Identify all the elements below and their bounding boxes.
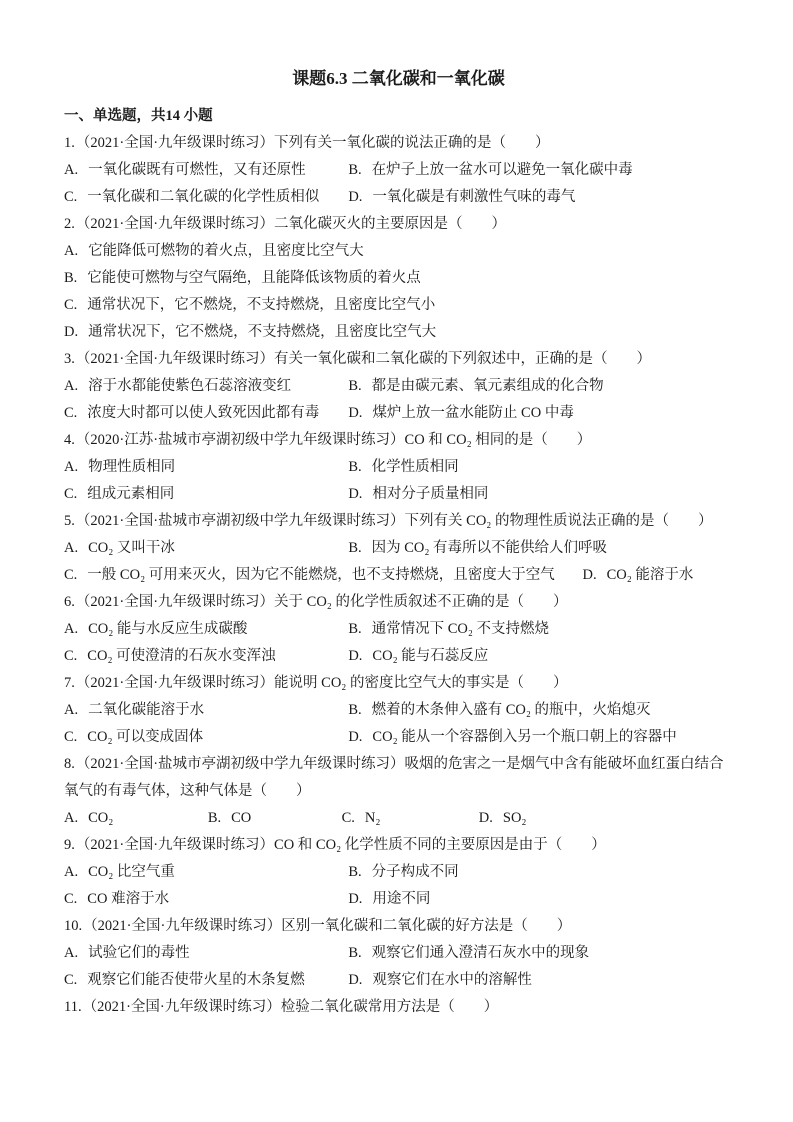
question-stem-text: （2021·全国·九年级课时练习）下列有关一氧化碳的说法正确的是（ ） bbox=[75, 135, 550, 151]
option-label: B. bbox=[348, 540, 362, 556]
question-4 bbox=[64, 427, 733, 508]
option-a bbox=[64, 238, 364, 265]
option-a bbox=[64, 940, 348, 967]
options-row bbox=[64, 535, 733, 562]
option-text: CO₂ 能与石蕊反应 bbox=[372, 648, 489, 664]
question-number: 11. bbox=[64, 999, 82, 1015]
option-text: 都是由碳元素、氧元素组成的化合物 bbox=[371, 378, 604, 394]
question-stem-text: （2021·全国·九年级课时练习）能说明 CO₂ 的密度比空气大的事实是（ ） bbox=[75, 675, 568, 691]
option-d bbox=[479, 805, 733, 832]
option-text: CO₂ 又叫干冰 bbox=[88, 540, 175, 556]
question-stem-text: （2021·全国·九年级课时练习）CO 和 CO₂ 化学性质不同的主要原因是由于（ ） bbox=[75, 837, 606, 853]
options-row bbox=[64, 724, 733, 751]
option-label: A. bbox=[64, 243, 79, 259]
question-10 bbox=[64, 913, 733, 994]
option-a bbox=[64, 157, 348, 184]
options-row bbox=[64, 292, 733, 319]
option-d bbox=[348, 886, 733, 913]
option-label: D. bbox=[478, 810, 493, 826]
option-c bbox=[64, 400, 348, 427]
question-stem bbox=[64, 589, 733, 616]
question-number: 1. bbox=[64, 135, 75, 151]
question-number: 2. bbox=[64, 216, 75, 232]
option-label: D. bbox=[348, 972, 363, 988]
option-text: 相对分子质量相同 bbox=[372, 486, 489, 502]
option-label: B. bbox=[348, 864, 362, 880]
options-row bbox=[64, 265, 733, 292]
option-label: A. bbox=[64, 621, 79, 637]
question-stem-text: （2021·全国·盐城市亭湖初级中学九年级课时练习）下列有关 CO₂ 的物理性质说法正确的是（ ） bbox=[75, 513, 713, 529]
option-label: D. bbox=[348, 648, 363, 664]
option-d bbox=[348, 724, 733, 751]
question-stem bbox=[64, 346, 733, 373]
option-d bbox=[348, 400, 733, 427]
option-label: B. bbox=[348, 702, 362, 718]
option-text: CO₂ 可以变成固体 bbox=[87, 729, 204, 745]
question-number: 3. bbox=[64, 351, 75, 367]
options-row bbox=[64, 481, 733, 508]
option-text: 化学性质相同 bbox=[371, 459, 459, 475]
option-b bbox=[348, 373, 733, 400]
option-label: A. bbox=[64, 540, 79, 556]
option-c bbox=[64, 481, 348, 508]
option-label: D. bbox=[348, 486, 363, 502]
option-label: A. bbox=[64, 864, 79, 880]
option-b bbox=[348, 616, 733, 643]
question-stem bbox=[64, 427, 733, 454]
option-a bbox=[64, 616, 348, 643]
option-d bbox=[348, 967, 733, 994]
question-3 bbox=[64, 346, 733, 427]
option-text: 因为 CO₂ 有毒所以不能供给人们呼吸 bbox=[371, 540, 608, 556]
question-stem bbox=[64, 913, 733, 940]
option-text: N₂ bbox=[364, 810, 381, 826]
option-text: 浓度大时都可以使人致死因此都有毒 bbox=[87, 405, 320, 421]
question-stem-text: （2021·全国·盐城市亭湖初级中学九年级课时练习）吸烟的危害之一是烟气中含有能破坏血红蛋白结合氧气的有毒气体，这种气体是（ ） bbox=[64, 756, 724, 799]
option-a bbox=[64, 373, 348, 400]
question-number: 7. bbox=[64, 675, 75, 691]
option-text: 通常状况下，它不燃烧，不支持燃烧，且密度比空气小 bbox=[87, 297, 436, 313]
option-text: 一般 CO₂ 可用来灭火，因为它不能燃烧，也不支持燃烧，且密度大于空气 bbox=[87, 567, 555, 583]
question-1 bbox=[64, 130, 733, 211]
option-label: B. bbox=[348, 459, 362, 475]
question-number: 4. bbox=[64, 432, 75, 448]
options-row bbox=[64, 643, 733, 670]
option-label: B. bbox=[64, 270, 78, 286]
option-text: CO bbox=[231, 810, 252, 826]
question-stem bbox=[64, 670, 733, 697]
option-b bbox=[348, 157, 733, 184]
option-label: D. bbox=[348, 891, 363, 907]
option-label: C. bbox=[64, 891, 78, 907]
question-stem bbox=[64, 994, 733, 1021]
question-stem bbox=[64, 508, 733, 535]
options-row bbox=[64, 886, 733, 913]
option-b bbox=[208, 805, 342, 832]
question-stem-text: （2020·江苏·盐城市亭湖初级中学九年级课时练习）CO 和 CO₂ 相同的是（ ） bbox=[75, 432, 592, 448]
option-text: 二氧化碳能溶于水 bbox=[88, 702, 205, 718]
option-text: 一氧化碳是有刺激性气味的毒气 bbox=[372, 189, 576, 205]
option-label: C. bbox=[64, 648, 78, 664]
options-row bbox=[64, 319, 733, 346]
question-number: 8. bbox=[64, 756, 75, 772]
option-b bbox=[348, 697, 733, 724]
question-stem bbox=[64, 751, 733, 805]
question-stem-text: （2021·全国·九年级课时练习）区别一氧化碳和二氧化碳的好方法是（ ） bbox=[83, 918, 572, 934]
option-label: D. bbox=[582, 567, 597, 583]
question-stem-text: （2021·全国·九年级课时练习）检验二氧化碳常用方法是（ ） bbox=[82, 999, 499, 1015]
options-row bbox=[64, 859, 733, 886]
option-text: CO₂ 能与水反应生成碳酸 bbox=[88, 621, 248, 637]
option-text: 燃着的木条伸入盛有 CO₂ 的瓶中，火焰熄灭 bbox=[371, 702, 651, 718]
options-row bbox=[64, 697, 733, 724]
question-2 bbox=[64, 211, 733, 346]
question-stem-text: （2021·全国·九年级课时练习）关于 CO₂ 的化学性质叙述不正确的是（ ） bbox=[75, 594, 568, 610]
option-label: B. bbox=[348, 162, 362, 178]
option-d bbox=[348, 184, 733, 211]
option-c bbox=[64, 562, 582, 589]
options-row bbox=[64, 805, 733, 832]
question-6 bbox=[64, 589, 733, 670]
option-label: A. bbox=[64, 810, 79, 826]
option-a bbox=[64, 697, 348, 724]
option-c bbox=[64, 967, 348, 994]
option-label: B. bbox=[348, 378, 362, 394]
question-stem bbox=[64, 211, 733, 238]
option-label: C. bbox=[64, 297, 78, 313]
option-text: 观察它们通入澄清石灰水中的现象 bbox=[371, 945, 590, 961]
option-b bbox=[348, 940, 733, 967]
options-row bbox=[64, 454, 733, 481]
option-label: D. bbox=[348, 405, 363, 421]
option-d bbox=[348, 481, 733, 508]
question-number: 10. bbox=[64, 918, 83, 934]
option-b bbox=[64, 265, 421, 292]
option-label: A. bbox=[64, 162, 79, 178]
option-text: CO₂ 可使澄清的石灰水变浑浊 bbox=[87, 648, 276, 664]
option-text: SO₂ bbox=[502, 810, 527, 826]
option-text: 一氧化碳既有可燃性，又有还原性 bbox=[88, 162, 306, 178]
option-label: D. bbox=[64, 324, 79, 340]
option-label: A. bbox=[64, 702, 79, 718]
option-label: A. bbox=[64, 459, 79, 475]
option-text: 煤炉上放一盆水能防止 CO 中毒 bbox=[372, 405, 574, 421]
option-d bbox=[64, 319, 436, 346]
option-b bbox=[348, 535, 733, 562]
option-text: 一氧化碳和二氧化碳的化学性质相似 bbox=[87, 189, 320, 205]
option-text: CO₂ 能从一个容器倒入另一个瓶口朝上的容器中 bbox=[372, 729, 677, 745]
options-row bbox=[64, 373, 733, 400]
option-c bbox=[342, 805, 479, 832]
options-row bbox=[64, 184, 733, 211]
option-text: 物理性质相同 bbox=[88, 459, 176, 475]
option-text: 试验它们的毒性 bbox=[88, 945, 190, 961]
question-stem bbox=[64, 130, 733, 157]
option-c bbox=[64, 292, 435, 319]
options-row bbox=[64, 967, 733, 994]
option-a bbox=[64, 454, 348, 481]
option-text: 在炉子上放一盆水可以避免一氧化碳中毒 bbox=[371, 162, 633, 178]
option-text: 通常情况下 CO₂ 不支持燃烧 bbox=[371, 621, 550, 637]
option-label: C. bbox=[64, 729, 78, 745]
options-row bbox=[64, 157, 733, 184]
option-c bbox=[64, 643, 348, 670]
option-text: 组成元素相同 bbox=[87, 486, 175, 502]
option-text: 分子构成不同 bbox=[371, 864, 459, 880]
question-9 bbox=[64, 832, 733, 913]
question-number: 9. bbox=[64, 837, 75, 853]
option-label: D. bbox=[348, 189, 363, 205]
question-5 bbox=[64, 508, 733, 589]
question-stem bbox=[64, 832, 733, 859]
option-text: 它能降低可燃物的着火点，且密度比空气大 bbox=[88, 243, 364, 259]
question-number: 6. bbox=[64, 594, 75, 610]
option-text: CO₂ 能溶于水 bbox=[606, 567, 694, 583]
option-label: C. bbox=[64, 567, 78, 583]
option-text: 观察它们能否使带火星的木条复燃 bbox=[87, 972, 305, 988]
section-heading: 一、单选题，共14 小题 bbox=[64, 108, 213, 124]
option-text: 观察它们在水中的溶解性 bbox=[372, 972, 532, 988]
option-c bbox=[64, 724, 348, 751]
option-c bbox=[64, 184, 348, 211]
option-label: B. bbox=[348, 945, 362, 961]
option-b bbox=[348, 859, 733, 886]
option-label: C. bbox=[64, 189, 78, 205]
page-title: 课题6.3 二氧化碳和一氧化碳 bbox=[292, 69, 505, 88]
options-row bbox=[64, 562, 733, 589]
question-number: 5. bbox=[64, 513, 75, 529]
question-stem-text: （2021·全国·九年级课时练习）有关一氧化碳和二氧化碳的下列叙述中，正确的是（ ） bbox=[75, 351, 652, 367]
option-label: B. bbox=[348, 621, 362, 637]
option-label: C. bbox=[341, 810, 355, 826]
option-a bbox=[64, 805, 208, 832]
question-11 bbox=[64, 994, 733, 1021]
option-label: C. bbox=[64, 405, 78, 421]
options-row bbox=[64, 940, 733, 967]
option-text: 通常状况下，它不燃烧，不支持燃烧，且密度比空气大 bbox=[88, 324, 437, 340]
option-label: C. bbox=[64, 972, 78, 988]
options-row bbox=[64, 400, 733, 427]
option-text: 用途不同 bbox=[372, 891, 431, 907]
option-c bbox=[64, 886, 348, 913]
option-label: A. bbox=[64, 945, 79, 961]
option-label: D. bbox=[348, 729, 363, 745]
option-label: C. bbox=[64, 486, 78, 502]
question-8 bbox=[64, 751, 733, 832]
option-d bbox=[582, 562, 733, 589]
option-text: 溶于水都能使紫色石蕊溶液变红 bbox=[88, 378, 292, 394]
options-row bbox=[64, 616, 733, 643]
options-row bbox=[64, 238, 733, 265]
option-a bbox=[64, 859, 348, 886]
option-a bbox=[64, 535, 348, 562]
question-stem-text: （2021·全国·九年级课时练习）二氧化碳灭火的主要原因是（ ） bbox=[75, 216, 507, 232]
option-b bbox=[348, 454, 733, 481]
option-d bbox=[348, 643, 733, 670]
option-text: CO 难溶于水 bbox=[87, 891, 170, 907]
option-text: CO₂ 比空气重 bbox=[88, 864, 175, 880]
option-text: CO₂ bbox=[88, 810, 114, 826]
option-label: A. bbox=[64, 378, 79, 394]
option-label: B. bbox=[207, 810, 222, 826]
option-text: 它能使可燃物与空气隔绝，且能降低该物质的着火点 bbox=[87, 270, 421, 286]
question-7 bbox=[64, 670, 733, 751]
